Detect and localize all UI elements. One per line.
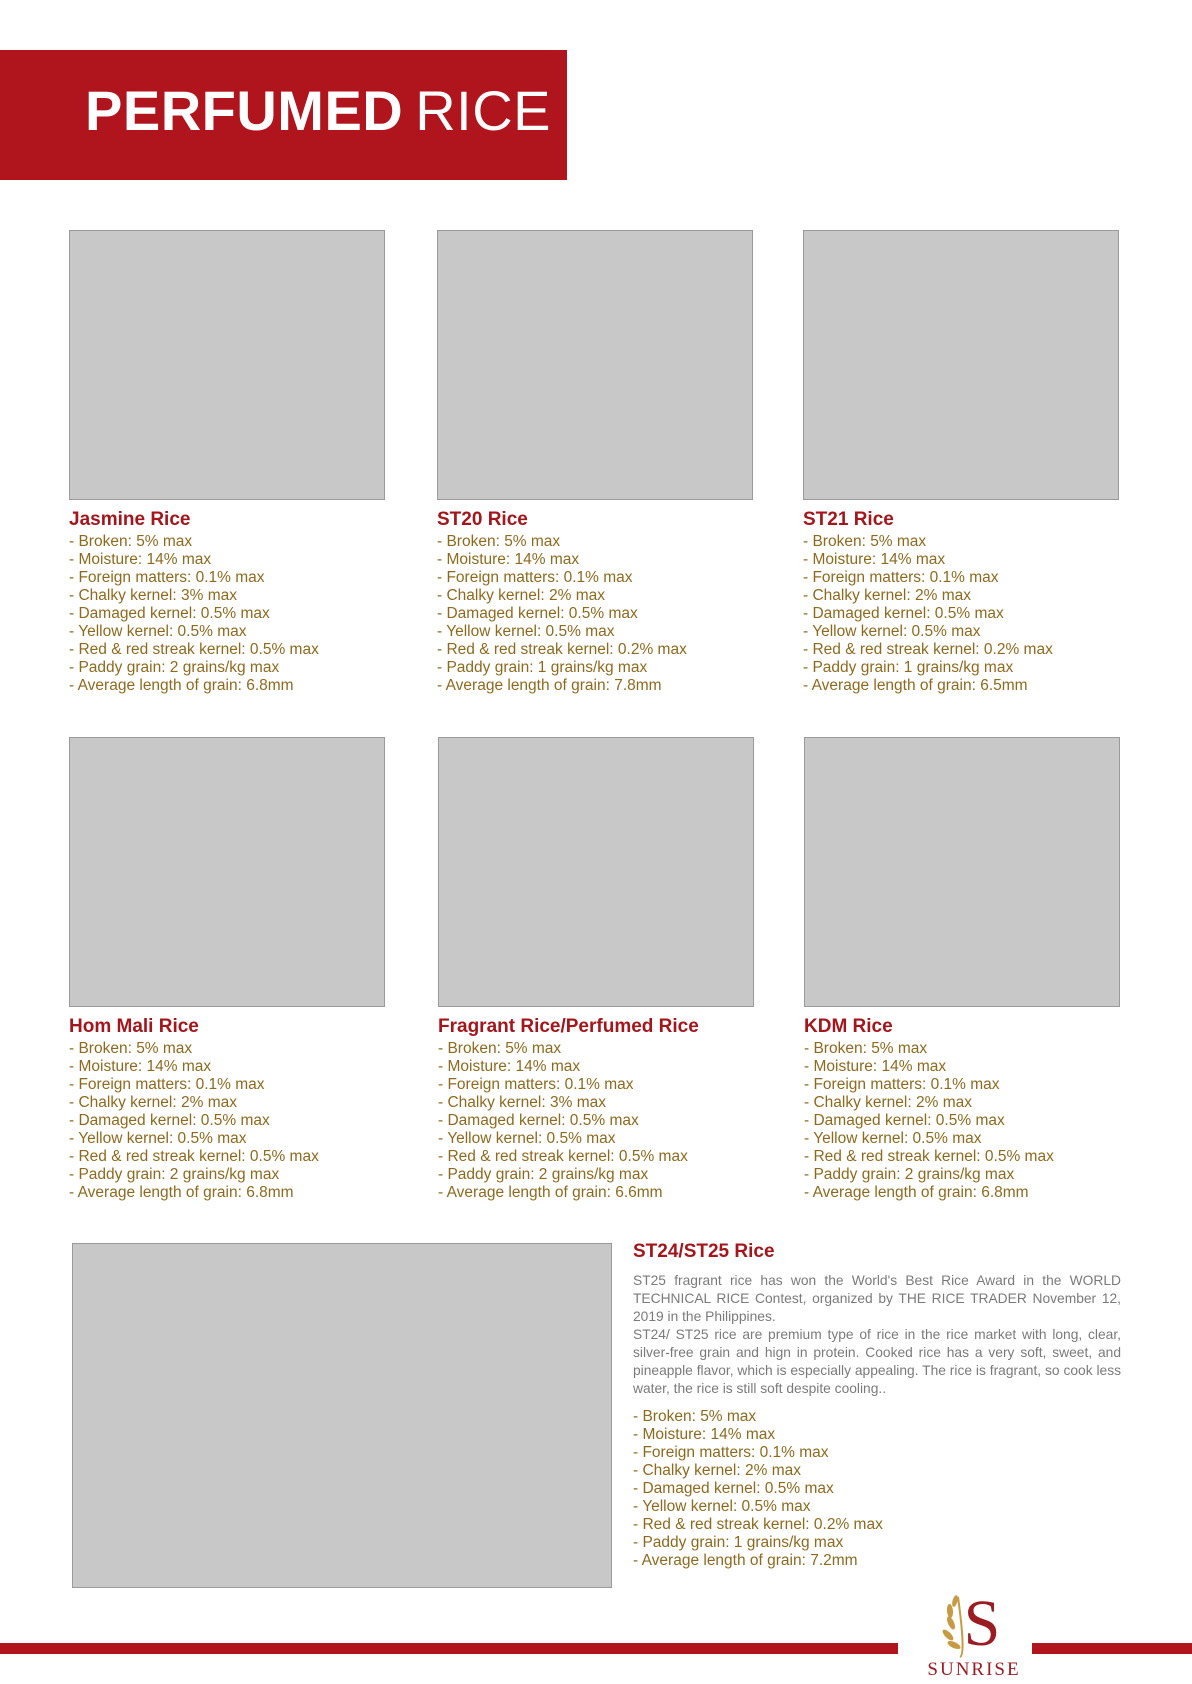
- sunrise-logo: [918, 1583, 1030, 1684]
- spec-item: - Red & red streak kernel: 0.2% max: [633, 1516, 883, 1533]
- spec-list: [438, 1040, 758, 1202]
- feature-name: ST24/ST25 Rice: [633, 1241, 775, 1262]
- spec-item: - Paddy grain: 1 grains/kg max: [803, 659, 1014, 676]
- spec-item: - Paddy grain: 2 grains/kg max: [804, 1166, 1015, 1183]
- spec-item: - Average length of grain: 7.2mm: [633, 1552, 858, 1569]
- product-card-st20: [437, 230, 757, 695]
- spec-item: - Chalky kernel: 2% max: [437, 587, 605, 604]
- spec-item: - Foreign matters: 0.1% max: [804, 1076, 1000, 1093]
- spec-item: - Moisture: 14% max: [633, 1426, 776, 1443]
- page-title-bold: PERFUMED: [85, 79, 404, 142]
- spec-item: - Broken: 5% max: [804, 1040, 928, 1057]
- product-name: KDM Rice: [804, 1016, 893, 1037]
- spec-list: [803, 533, 1123, 695]
- spec-item: - Broken: 5% max: [633, 1408, 757, 1425]
- logo-initial: S: [963, 1587, 1001, 1659]
- spec-item: - Foreign matters: 0.1% max: [69, 1076, 265, 1093]
- product-card-fragrant: [438, 737, 758, 1202]
- spec-item: - Moisture: 14% max: [803, 551, 946, 568]
- spec-item: - Red & red streak kernel: 0.5% max: [69, 641, 319, 658]
- spec-list: [437, 533, 757, 695]
- product-card-jasmine: [69, 230, 389, 695]
- spec-list: [633, 1408, 1121, 1570]
- product-photo: [804, 737, 1120, 1007]
- spec-item: - Paddy grain: 1 grains/kg max: [633, 1534, 844, 1551]
- spec-item: - Damaged kernel: 0.5% max: [437, 605, 638, 622]
- footer-bar: [0, 1643, 898, 1654]
- spec-item: - Paddy grain: 2 grains/kg max: [69, 1166, 280, 1183]
- spec-item: - Yellow kernel: 0.5% max: [438, 1130, 616, 1147]
- spec-item: - Paddy grain: 2 grains/kg max: [69, 659, 280, 676]
- product-name: ST21 Rice: [803, 509, 894, 530]
- spec-item: - Moisture: 14% max: [69, 551, 212, 568]
- spec-item: - Damaged kernel: 0.5% max: [69, 1112, 270, 1129]
- product-name: Jasmine Rice: [69, 509, 191, 530]
- spec-item: - Average length of grain: 6.6mm: [438, 1184, 663, 1201]
- logo-emblem-icon: [936, 1583, 1012, 1659]
- spec-item: - Moisture: 14% max: [69, 1058, 212, 1075]
- product-photo: [437, 230, 753, 500]
- spec-item: - Foreign matters: 0.1% max: [69, 569, 265, 586]
- spec-item: - Chalky kernel: 3% max: [69, 587, 237, 604]
- spec-item: - Chalky kernel: 3% max: [438, 1094, 606, 1111]
- product-card-kdm: [804, 737, 1124, 1202]
- spec-item: - Broken: 5% max: [437, 533, 561, 550]
- product-name: Fragrant Rice/Perfumed Rice: [438, 1016, 699, 1037]
- spec-item: - Yellow kernel: 0.5% max: [437, 623, 615, 640]
- description-paragraph: ST24/ ST25 rice are premium type of rice in the rice market with long, clear, silver-free grain and hign in protein. Cooked rice has a very soft, sweet, and pineapple flavor, which is especially appealing. The rice is fragrant, so cook less water, the rice is still soft despite cooling..: [633, 1327, 1121, 1396]
- spec-item: - Red & red streak kernel: 0.2% max: [803, 641, 1053, 658]
- spec-item: - Broken: 5% max: [438, 1040, 562, 1057]
- feature-description: [633, 1272, 1121, 1398]
- spec-list: [804, 1040, 1124, 1202]
- product-card-st21: [803, 230, 1123, 695]
- spec-list: [69, 1040, 389, 1202]
- spec-item: - Damaged kernel: 0.5% max: [804, 1112, 1005, 1129]
- spec-item: - Chalky kernel: 2% max: [633, 1462, 801, 1479]
- page-title: [85, 78, 551, 144]
- product-photo: [803, 230, 1119, 500]
- spec-list: [69, 533, 389, 695]
- spec-item: - Average length of grain: 6.8mm: [69, 677, 294, 694]
- spec-item: - Yellow kernel: 0.5% max: [69, 623, 247, 640]
- feature-st24-st25: [633, 1240, 1121, 1570]
- spec-item: - Yellow kernel: 0.5% max: [69, 1130, 247, 1147]
- spec-item: - Damaged kernel: 0.5% max: [803, 605, 1004, 622]
- description-paragraph: ST25 fragrant rice has won the World's Best Rice Award in the WORLD TECHNICAL RICE Contest, organized by THE RICE TRADER November 12, 2019 in the Philippines.: [633, 1273, 1121, 1324]
- spec-item: - Foreign matters: 0.1% max: [438, 1076, 634, 1093]
- spec-item: - Damaged kernel: 0.5% max: [438, 1112, 639, 1129]
- spec-item: - Average length of grain: 7.8mm: [437, 677, 662, 694]
- footer-bar: [1032, 1643, 1192, 1654]
- spec-item: - Average length of grain: 6.8mm: [804, 1184, 1029, 1201]
- spec-item: - Yellow kernel: 0.5% max: [803, 623, 981, 640]
- spec-item: - Yellow kernel: 0.5% max: [633, 1498, 811, 1515]
- spec-item: - Moisture: 14% max: [804, 1058, 947, 1075]
- spec-item: - Foreign matters: 0.1% max: [803, 569, 999, 586]
- product-photo: [438, 737, 754, 1007]
- product-name: Hom Mali Rice: [69, 1016, 199, 1037]
- spec-item: - Foreign matters: 0.1% max: [633, 1444, 829, 1461]
- page-title-light: RICE: [415, 79, 552, 142]
- spec-item: - Damaged kernel: 0.5% max: [69, 605, 270, 622]
- spec-item: - Paddy grain: 2 grains/kg max: [438, 1166, 649, 1183]
- spec-item: - Red & red streak kernel: 0.2% max: [437, 641, 687, 658]
- product-name: ST20 Rice: [437, 509, 528, 530]
- spec-item: - Paddy grain: 1 grains/kg max: [437, 659, 648, 676]
- spec-item: - Moisture: 14% max: [438, 1058, 581, 1075]
- spec-item: - Red & red streak kernel: 0.5% max: [804, 1148, 1054, 1165]
- spec-item: - Chalky kernel: 2% max: [69, 1094, 237, 1111]
- spec-item: - Broken: 5% max: [69, 1040, 193, 1057]
- spec-item: - Moisture: 14% max: [437, 551, 580, 568]
- spec-item: - Chalky kernel: 2% max: [804, 1094, 972, 1111]
- spec-item: - Red & red streak kernel: 0.5% max: [438, 1148, 688, 1165]
- product-photo: [69, 737, 385, 1007]
- spec-item: - Chalky kernel: 2% max: [803, 587, 971, 604]
- spec-item: - Red & red streak kernel: 0.5% max: [69, 1148, 319, 1165]
- feature-photo-rice-spoons: [72, 1243, 612, 1588]
- spec-item: - Broken: 5% max: [69, 533, 193, 550]
- header-banner: [0, 50, 567, 180]
- spec-item: - Average length of grain: 6.5mm: [803, 677, 1028, 694]
- spec-item: - Broken: 5% max: [803, 533, 927, 550]
- spec-item: - Yellow kernel: 0.5% max: [804, 1130, 982, 1147]
- spec-item: - Average length of grain: 6.8mm: [69, 1184, 294, 1201]
- product-card-hom-mali: [69, 737, 389, 1202]
- brand-name: SUNRISE: [927, 1659, 1021, 1680]
- product-photo: [69, 230, 385, 500]
- spec-item: - Damaged kernel: 0.5% max: [633, 1480, 834, 1497]
- spec-item: - Foreign matters: 0.1% max: [437, 569, 633, 586]
